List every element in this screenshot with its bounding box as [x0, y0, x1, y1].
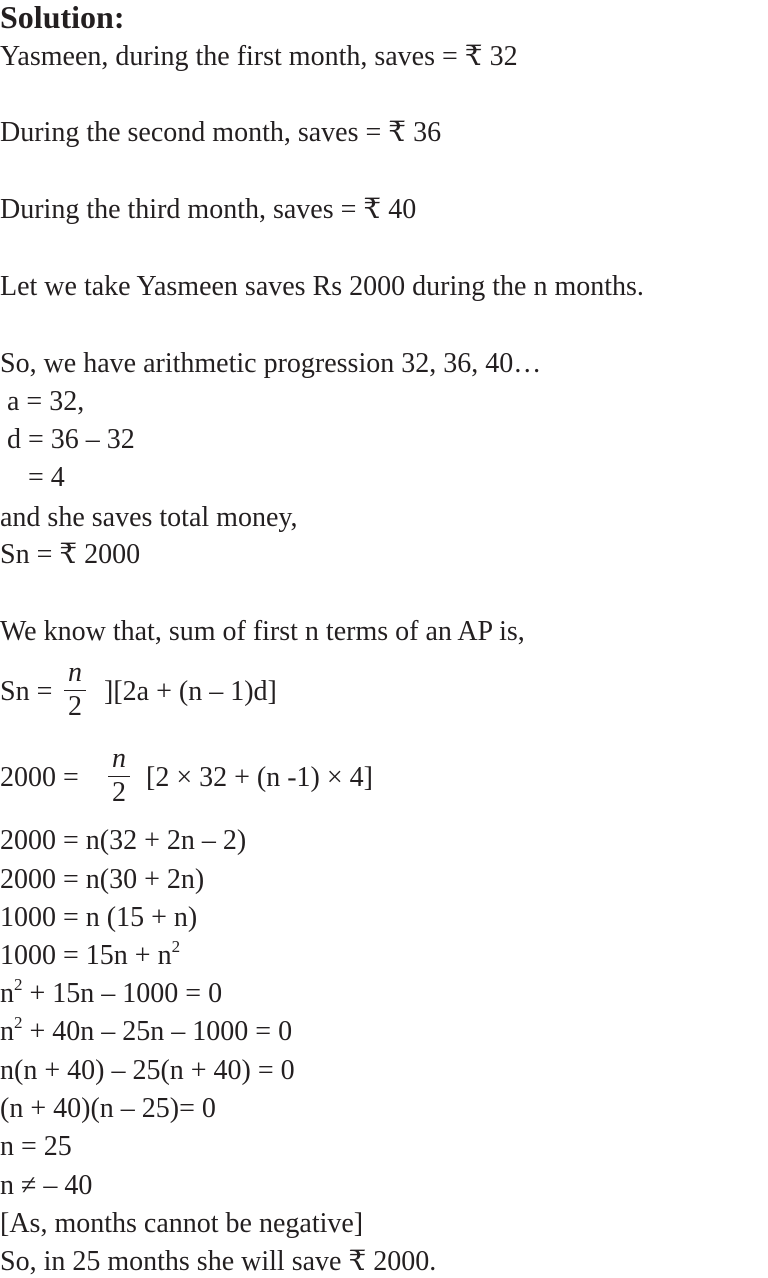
equation-text: + 40n – 25n – 1000 = 0 — [22, 1016, 293, 1047]
text-line: Yasmeen, during the first month, saves = ₹ 32 — [0, 41, 518, 72]
exponent: 2 — [171, 937, 181, 956]
text-line: During the third month, saves = ₹ 40 — [0, 194, 417, 225]
equation-line: 1000 = n (15 + n) — [0, 902, 198, 933]
equation-line — [0, 1013, 293, 1051]
equation-line: 2000 = n(30 + 2n) — [0, 864, 205, 895]
exponent: 2 — [14, 975, 23, 994]
text-line: and she saves total money, — [0, 502, 298, 533]
text-line: During the second month, saves = ₹ 36 — [0, 117, 442, 148]
fraction-denominator: 2 — [68, 691, 82, 722]
formula-left: 2000 = — [0, 762, 79, 793]
equation-line — [0, 975, 223, 1013]
text-line: Let we take Yasmeen saves Rs 2000 during the n months. — [0, 271, 644, 302]
equation-text: n — [0, 1016, 14, 1047]
fraction-n-over-2 — [64, 658, 86, 722]
equation-line: n ≠ – 40 — [0, 1170, 93, 1201]
fraction-numerator: n — [68, 657, 82, 688]
equation-text: + 15n – 1000 = 0 — [22, 978, 223, 1009]
equation-line: a = 32, — [0, 386, 85, 417]
formula-right: [2 × 32 + (n -1) × 4] — [146, 762, 373, 793]
equation-line: (n + 40)(n – 25)= 0 — [0, 1093, 216, 1124]
equation-line: n = 25 — [0, 1131, 72, 1162]
exponent: 2 — [14, 1013, 23, 1032]
conclusion-line: So, in 25 months she will save ₹ 2000. — [0, 1246, 437, 1277]
formula-left: Sn = — [0, 676, 53, 707]
equation-text: n — [0, 978, 14, 1009]
equation-text: 1000 = 15n + n — [0, 940, 172, 971]
equation-line: 2000 = n(32 + 2n – 2) — [0, 825, 247, 856]
equation-line: = 4 — [0, 462, 65, 493]
fraction-numerator: n — [112, 743, 126, 774]
equation-line: d = 36 – 32 — [0, 424, 135, 455]
fraction-n-over-2 — [108, 744, 130, 808]
text-line: We know that, sum of first n terms of an AP is, — [0, 616, 525, 647]
text-line: [As, months cannot be negative] — [0, 1208, 364, 1239]
equation-line: Sn = ₹ 2000 — [0, 539, 141, 570]
equation-line — [0, 937, 181, 975]
formula-right: ][2a + (n – 1)d] — [104, 676, 277, 707]
text-line: So, we have arithmetic progression 32, 36, 40… — [0, 348, 542, 379]
solution-heading: Solution: — [0, 0, 125, 35]
equation-line: n(n + 40) – 25(n + 40) = 0 — [0, 1055, 295, 1086]
fraction-denominator: 2 — [112, 777, 126, 808]
